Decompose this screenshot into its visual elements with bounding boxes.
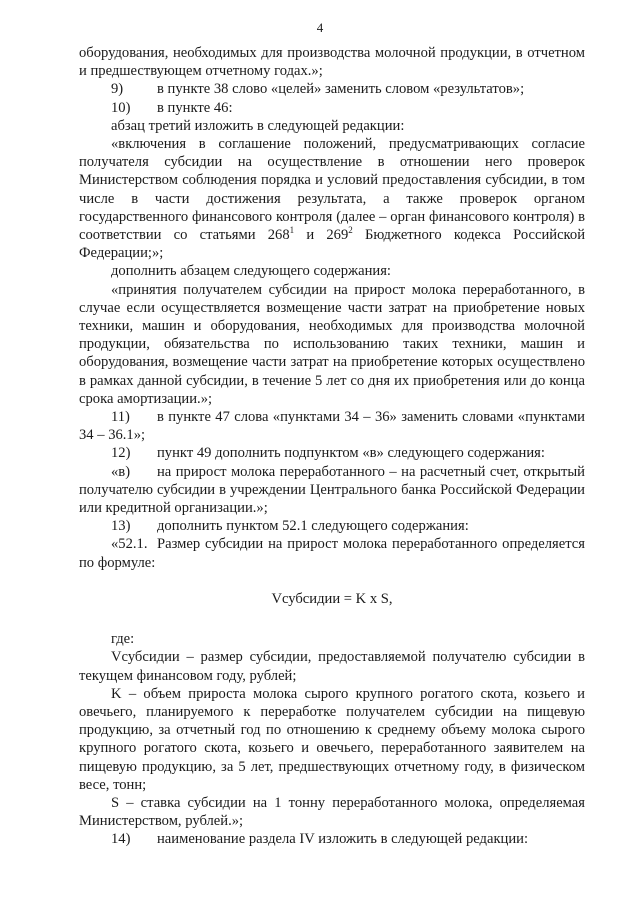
item-text: наименование раздела IV изложить в следующей редакции: [157,831,529,848]
item-text: в пункте 38 слово «целей» заменить словом «результатов»; [157,81,525,98]
list-item-11 [79,408,585,444]
item-number: 13) [111,518,131,535]
item-number: «в) [111,463,131,480]
item-number: 12) [111,445,131,462]
item-number: 14) [111,831,131,848]
list-item-12 [79,444,585,462]
item-text: пункт 49 дополнить подпунктом «в» следующего содержания: [157,445,545,462]
paragraph-prirost: «принятия получателем субсидии на прирост молока переработанного, в случае если осуществляется возмещение части затрат на приобретение новых техники, машин и оборудования, необходимых для производства молочной продукции, обязательства по использованию таких техники, машин и оборудования, возмещение части затрат на приобретение которых осуществлено в рамках данной субсидии, в течение 5 лет со дня их приобретения или до конца срока амортизации.»; [79,281,585,407]
paragraph-gde: где: [111,631,135,648]
paragraph-dopolnit: дополнить абзацем следующего содержания: [111,263,391,280]
page-number: 4 [316,20,324,35]
item-text: дополнить пунктом 52.1 следующего содержания: [157,518,469,535]
item-text: в пункте 46: [157,99,233,116]
paragraph-vklyucheniya [79,135,585,262]
document-body [79,44,585,849]
paragraph-abzac: абзац третий изложить в следующей редакции: [111,117,405,134]
list-item-10 [79,99,585,117]
definition-v: Vсубсидии – размер субсидии, предоставляемой получателю субсидии в текущем финансовом году, рублей; [79,649,585,684]
definition-k: K – объем прироста молока сырого крупного рогатого скота, козьего и овечьего, планируемого к переработке получателем субсидии на пищевую продукцию, за отчетный год по отношению к среднему объему молока сырого крупного рогатого скота, козьего и овечьего, переработанного заявителем на пищевую продукцию, за 5 лет, предшествующих отчетному году, в физическом весе, тонн; [79,685,585,793]
list-item-14 [79,830,585,848]
item-text: на прирост молока переработанного – на расчетный счет, открытый получателю субсидии в учреждении Центрального банка Российской Федерации или кредитной организации.»; [79,463,585,517]
item-number: «52.1. [111,536,148,553]
definition-s: S – ставка субсидии на 1 тонну переработанного молока, определяемая Министерством, рублей.»; [79,794,585,830]
item-text: в пункте 47 слова «пунктами 34 – 36» заменить словами «пунктами 34 – 36.1»; [79,409,585,444]
sub-item-v [79,463,585,518]
item-text: Размер субсидии на прирост молока переработанного определяется по формуле: [79,536,585,571]
sub-item-52-1 [79,535,585,571]
text-part: «включения в соглашение положений, предусматривающих согласие получателя субсидии на осуществление в отношении него проверок Министерством соблюдения порядка и условий предоставления субсидии, в том числе в части достижения результата, а также проверок органом государственного финансового контроля (далее – орган финансового контроля) в соответствии со статьями 268 [79,136,585,244]
item-number: 9) [111,81,124,98]
item-number: 10) [111,99,131,116]
formula: Vсубсидии = K x S, [271,590,393,607]
item-number: 11) [111,409,130,426]
superscript: 1 [289,225,295,236]
superscript: 2 [348,225,353,236]
list-item-13 [79,517,585,535]
text-part: Бюджетного кодекса Российской Федерации;»; [79,227,586,262]
paragraph-continuation: оборудования, необходимых для производства молочной продукции, в отчетном и предшествующем отчетному годах.»; [79,45,585,80]
text-part: и 269 [294,227,349,244]
list-item-9 [79,80,585,98]
